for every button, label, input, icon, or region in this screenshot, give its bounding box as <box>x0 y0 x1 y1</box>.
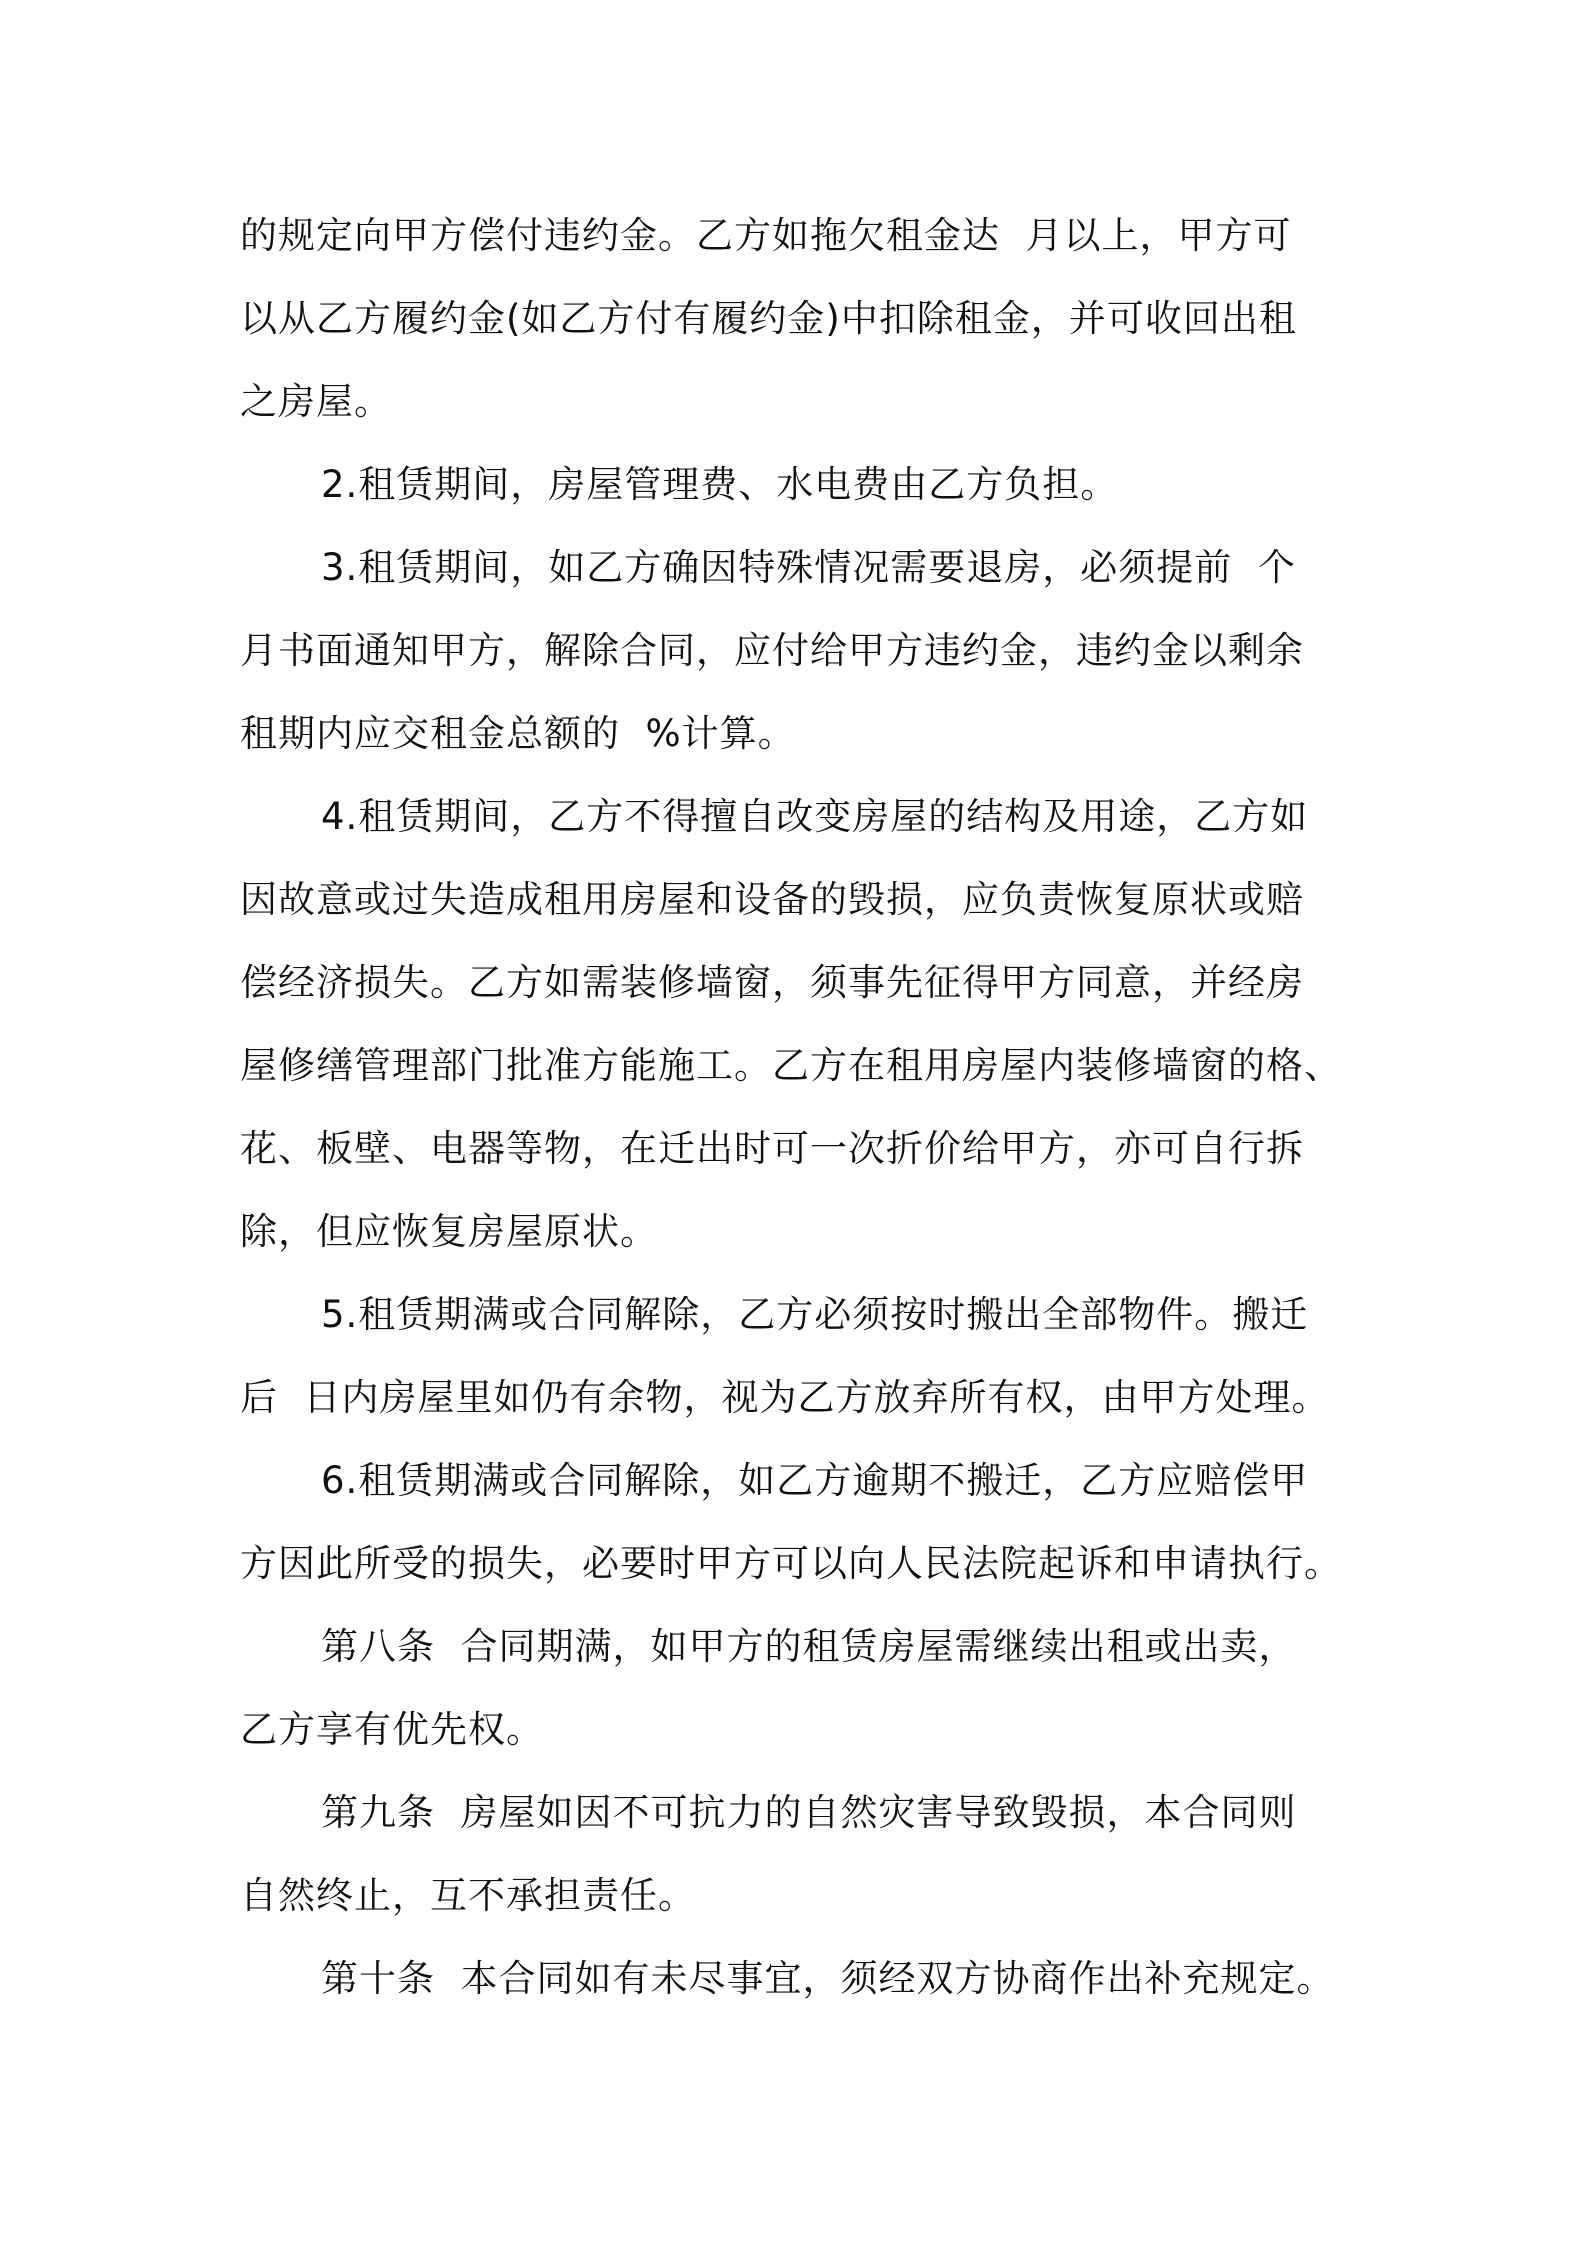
text-line: 偿经济损失。乙方如需装修墙窗，须事先征得甲方同意，并经房 <box>240 961 1304 1004</box>
paragraph <box>240 526 1380 775</box>
paragraph <box>240 194 1380 443</box>
text-line: 第十条 本合同如有未尽事宜，须经双方协商作出补充规定。 <box>321 1957 1335 2000</box>
text-line: 5.租赁期满或合同解除，乙方必须按时搬出全部物件。搬迁 <box>321 1293 1309 1336</box>
text-line: 自然终止，互不承担责任。 <box>240 1874 696 1917</box>
paragraph <box>240 1771 1380 1937</box>
paragraph <box>240 775 1380 1273</box>
paragraph <box>240 1937 1380 2020</box>
text-line: 以从乙方履约金(如乙方付有履约金)中扣除租金，并可收回出租 <box>240 297 1297 340</box>
text-line: 第九条 房屋如因不可抗力的自然灾害导致毁损，本合同则 <box>321 1791 1297 1834</box>
paragraph <box>240 1439 1380 1605</box>
text-line: 6.租赁期满或合同解除，如乙方逾期不搬迁，乙方应赔偿甲 <box>321 1459 1309 1502</box>
document-body <box>240 194 1380 2020</box>
text-line: 3.租赁期间，如乙方确因特殊情况需要退房，必须提前 个 <box>321 546 1296 589</box>
text-line: 花、板壁、电器等物，在迁出时可一次折价给甲方，亦可自行拆 <box>240 1127 1304 1170</box>
text-line: 乙方享有优先权。 <box>240 1708 544 1751</box>
text-line: 后 日内房屋里如仍有余物，视为乙方放弃所有权，由甲方处理。 <box>240 1376 1330 1419</box>
text-line: 4.租赁期间，乙方不得擅自改变房屋的结构及用途，乙方如 <box>321 795 1309 838</box>
text-line: 方因此所受的损失，必要时甲方可以向人民法院起诉和申请执行。 <box>240 1542 1342 1585</box>
text-line: 2.租赁期间，房屋管理费、水电费由乙方负担。 <box>321 463 1119 506</box>
text-line: 除，但应恢复房屋原状。 <box>240 1210 658 1253</box>
text-line: 租期内应交租金总额的 %计算。 <box>240 712 796 755</box>
paragraph <box>240 1273 1380 1439</box>
text-line: 月书面通知甲方，解除合同，应付给甲方违约金，违约金以剩余 <box>240 629 1304 672</box>
text-line: 之房屋。 <box>240 380 392 423</box>
paragraph <box>240 1605 1380 1771</box>
text-line: 第八条 合同期满，如甲方的租赁房屋需继续出租或出卖， <box>321 1625 1297 1668</box>
text-line: 的规定向甲方偿付违约金。乙方如拖欠租金达 月以上，甲方可 <box>240 214 1292 257</box>
text-line: 屋修缮管理部门批准方能施工。乙方在租用房屋内装修墙窗的格、 <box>240 1044 1342 1087</box>
paragraph <box>240 443 1380 526</box>
text-line: 因故意或过失造成租用房屋和设备的毁损，应负责恢复原状或赔 <box>240 878 1304 921</box>
